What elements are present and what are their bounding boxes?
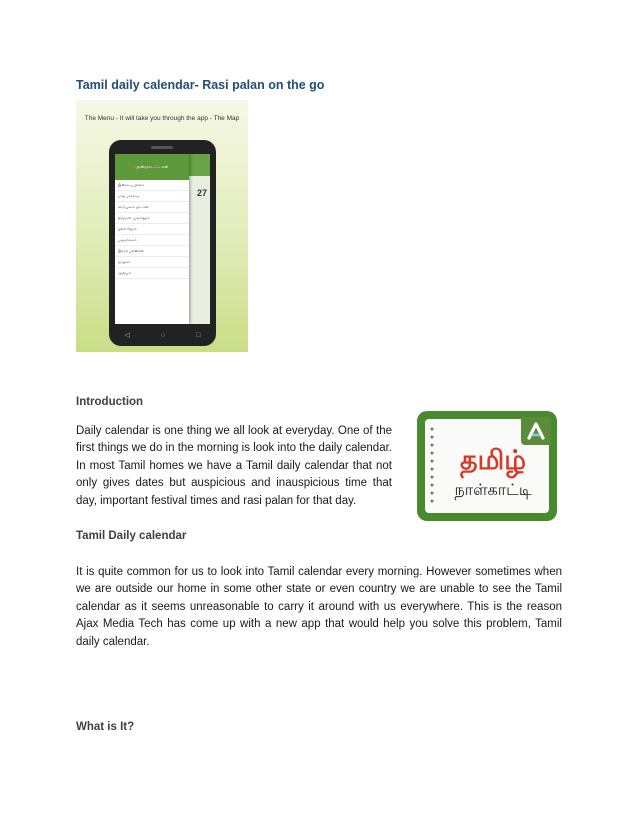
drawer-menu-item: ஜாதகம் xyxy=(115,257,189,268)
tamil-daily-calendar-paragraph: It is quite common for us to look into Tamil calendar every morning. However sometimes when we are outside our home in some other state or even country we are unable to see the Tamil calendar as it seems unreasonable to carry it around with us everywhere. This is the reason Ajax Media Tech has come up with a new app that would help you solve this problem, Tamil daily calendar. xyxy=(76,566,562,648)
background-date: 27 xyxy=(196,188,207,198)
drawer-menu-item: நல்ல நேரம் xyxy=(115,224,189,235)
introduction-heading: Introduction xyxy=(76,396,144,408)
a-badge-icon xyxy=(521,417,551,445)
drawer-menu-item: மாத பார்வை xyxy=(115,191,189,202)
home-icon: ○ xyxy=(160,331,166,339)
introduction-paragraph: Daily calendar is one thing we all look at everyday. One of the first things we do in the morning is look into the daily calendar. In most Tamil homes we have a Tamil daily calendar that not only gives dates but auspicious and inauspicious time that day, important festival times and rasi palan for that day. xyxy=(76,425,392,507)
drawer-menu-item: திருமண முகூர்த்தம் xyxy=(115,213,189,224)
phone-nav-bar xyxy=(109,324,216,346)
logo-sub-text: நாள்காட்டி xyxy=(454,480,532,499)
drawer-menu-item: இராசி பலன்கள் xyxy=(115,246,189,257)
navigation-drawer xyxy=(115,154,189,324)
drawer-menu-item: பஞ்சாங்கம் xyxy=(115,235,189,246)
app-screenshot-image xyxy=(76,100,248,352)
phone-screen xyxy=(115,154,210,324)
logo-binding-dots xyxy=(429,425,435,507)
screenshot-caption: The Menu - It will take you through the app - The Map xyxy=(84,115,240,122)
logo-page xyxy=(425,419,549,513)
tamil-daily-calendar-heading: Tamil Daily calendar xyxy=(76,530,187,542)
what-is-it-heading: What is It? xyxy=(76,721,135,733)
logo-main-text: தமிழ் xyxy=(460,445,526,476)
page-title: Tamil daily calendar- Rasi palan on the go xyxy=(76,78,325,92)
drawer-menu-item: ஆல்பம் xyxy=(115,268,189,279)
phone-mockup xyxy=(109,140,216,346)
drawer-header: அன்மாடட்டகள் xyxy=(115,154,189,180)
recents-icon: □ xyxy=(196,331,201,339)
drawer-menu-item: விடுமுறை நாட்கள் xyxy=(115,202,189,213)
tamil-calendar-logo xyxy=(417,411,557,521)
back-icon: ◁ xyxy=(124,332,130,339)
phone-speaker xyxy=(151,146,173,149)
drawer-menu-item: இன்றைய தினம் xyxy=(115,180,189,191)
